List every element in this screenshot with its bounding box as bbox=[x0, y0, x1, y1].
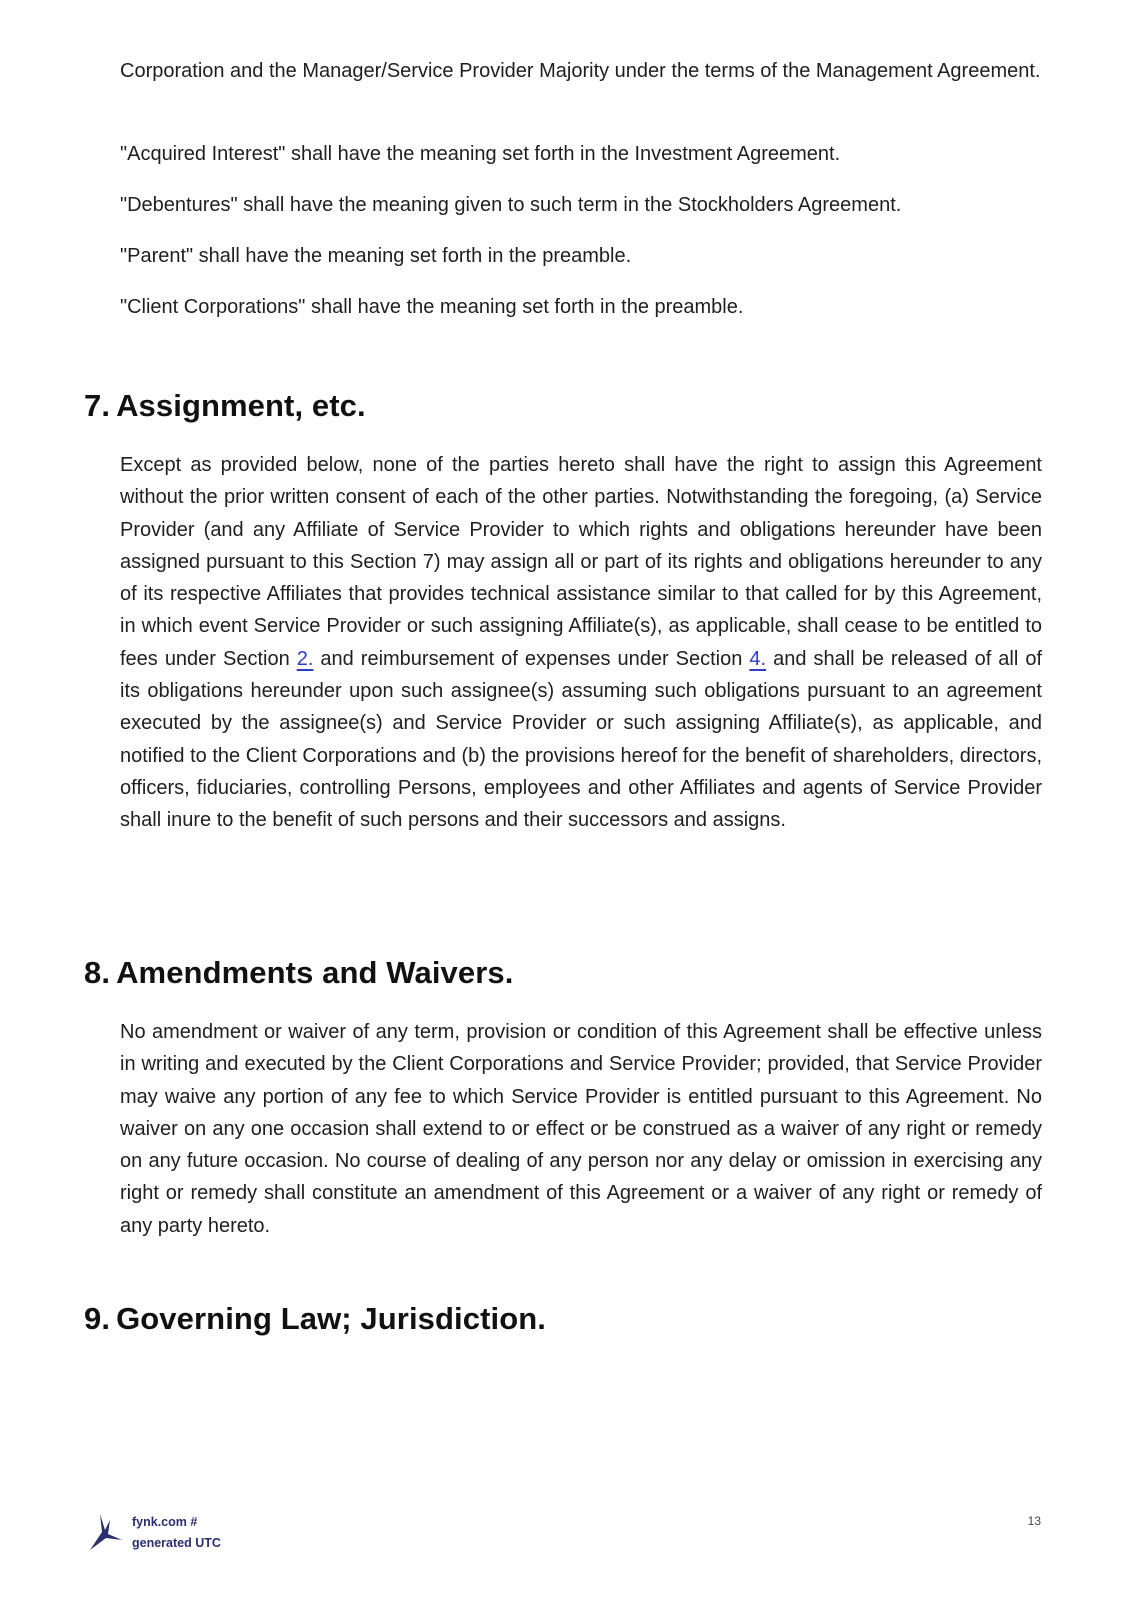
section-9-title: Governing Law; Jurisdiction. bbox=[116, 1301, 547, 1336]
footer-line-1: fynk.com # bbox=[132, 1515, 198, 1529]
section-7-number: 7. bbox=[84, 388, 111, 423]
definition-client-corporations: "Client Corporations" shall have the meaning set forth in the preamble. bbox=[120, 296, 744, 318]
definition-parent: "Parent" shall have the meaning set forth in the preamble. bbox=[120, 245, 632, 267]
section-8-body: No amendment or waiver of any term, provision or condition of this Agreement shall be effective unless in writing and executed by the Client Corporations and Service Provider; provided, that Service Provider may waive any portion of any fee to which Service Provider is entitled pursuant to this Agreement. No waiver on any one occasion shall extend to or effect or be construed as a waiver of any right or remedy on any future occasion. No course of dealing of any person nor any delay or omission in exercising any right or remedy shall constitute an amendment of this Agreement or a waiver of any right or remedy of any party hereto. bbox=[120, 1021, 1042, 1237]
fynk-bird-logo-icon bbox=[88, 1510, 124, 1552]
section-9-number: 9. bbox=[84, 1301, 111, 1336]
section-7-title: Assignment, etc. bbox=[116, 388, 366, 423]
section-2-link[interactable]: 2. bbox=[296, 647, 314, 670]
footer-line-2: generated UTC bbox=[132, 1536, 221, 1550]
section-9-heading bbox=[84, 1301, 546, 1337]
definition-acquired-interest: "Acquired Interest" shall have the meaning set forth in the Investment Agreement. bbox=[120, 143, 841, 165]
section-7-text-b: and reimbursement of expenses under Section bbox=[313, 647, 750, 670]
definition-debentures: "Debentures" shall have the meaning given to such term in the Stockholders Agreement. bbox=[120, 194, 902, 216]
page-number: 13 bbox=[1027, 1514, 1041, 1528]
section-7-text-c: and shall be released of all of its obligations hereunder upon such assignee(s) assuming such obligations pursuant to an agreement executed by the assignee(s) and Service Provider or such assigning Affiliate(s), as applicable, and notified to the Client Corporations and (b) the provisions hereof for the benefit of shareholders, directors, officers, fiduciaries, controlling Persons, employees and other Affiliates and agents of Service Provider shall inure to the benefit of such persons and their successors and assigns. bbox=[120, 647, 1042, 832]
section-8-title: Amendments and Waivers. bbox=[116, 955, 514, 990]
section-7-heading bbox=[84, 388, 366, 424]
section-7-text-a: Except as provided below, none of the parties hereto shall have the right to assign this Agreement without the prior written consent of each of the other parties. Notwithstanding the foregoing, (a) Service Provider (and any Affiliate of Service Provider to which rights and obligations hereunder have been assigned pursuant to this Section 7) may assign all or part of its rights and obligations hereunder to any of its respective Affiliates that provides technical assistance similar to that called for by this Agreement, in which event Service Provider or such assigning Affiliate(s), as applicable, shall cease to be entitled to fees under Section bbox=[120, 454, 1042, 670]
section-7-body bbox=[120, 449, 1042, 837]
section-8-heading bbox=[84, 955, 513, 991]
continuation-paragraph: Corporation and the Manager/Service Provider Majority under the terms of the Management Agreement. bbox=[120, 60, 1041, 82]
section-4-link[interactable]: 4. bbox=[749, 647, 767, 670]
footer-text bbox=[132, 1512, 221, 1554]
section-8-number: 8. bbox=[84, 955, 111, 990]
